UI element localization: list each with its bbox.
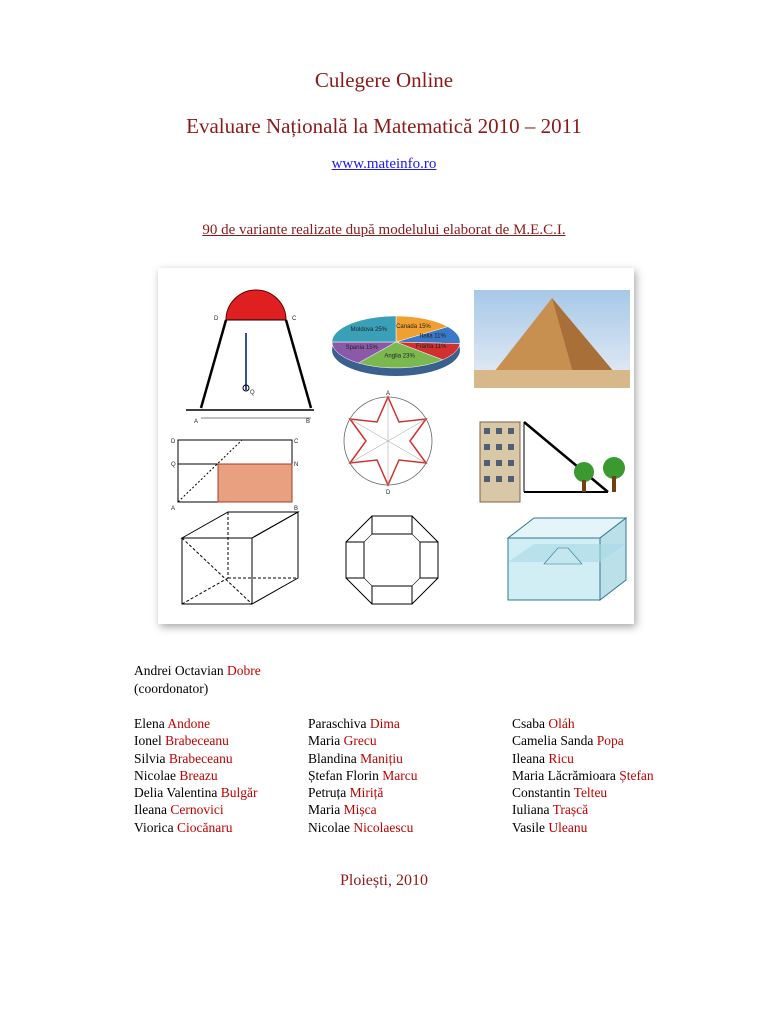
author-first-name: Camelia Sanda: [512, 733, 597, 749]
author-last-name: Marcu: [382, 767, 418, 783]
author-last-name: Dima: [369, 716, 400, 731]
author-row: [308, 767, 417, 784]
subtitle: 90 de variante realizate după modelului elaborat de M.E.C.I.: [202, 222, 566, 238]
author-first-name: Constantin: [512, 785, 574, 801]
svg-text:B: B: [306, 419, 311, 425]
svg-text:D: D: [214, 316, 219, 322]
author-first-name: Delia Valentina: [134, 785, 221, 801]
author-last-name: Bulgăr: [220, 785, 258, 801]
author-first-name: Csaba: [512, 716, 549, 731]
author-first-name: Petruța: [308, 785, 350, 801]
author-row: [308, 801, 417, 818]
svg-text:A: A: [386, 391, 391, 397]
author-row: [512, 767, 654, 784]
coordinator-role: (coordonator): [134, 681, 209, 696]
coordinator-name: [134, 663, 261, 679]
author-last-name: Uleanu: [548, 819, 588, 835]
author-last-name: Trașcă: [552, 802, 589, 818]
author-last-name: Ștefan: [619, 767, 654, 783]
author-first-name: Silvia: [134, 750, 169, 766]
author-last-name: Cernovici: [170, 802, 224, 818]
author-row: [512, 715, 654, 732]
author-first-name: Nicolae: [134, 767, 180, 783]
author-last-name: Mișca: [343, 802, 377, 818]
author-row: [512, 750, 654, 767]
svg-text:C: C: [292, 316, 297, 322]
pie-slice-label: Spania 15%: [345, 345, 378, 352]
author-row: [308, 732, 417, 749]
author-last-name: Breazu: [179, 767, 218, 783]
svg-text:B: B: [294, 506, 299, 512]
author-row: [308, 819, 417, 836]
author-row: [308, 715, 417, 732]
pyramid-photo: [474, 290, 630, 388]
cube-figure: [172, 508, 302, 608]
pie-slice-label: Anglia 23%: [384, 353, 415, 360]
author-first-name: Ileana: [134, 802, 171, 818]
author-row: [512, 784, 654, 801]
author-row: [134, 767, 257, 784]
svg-text:Q: Q: [250, 390, 255, 396]
authors-column-3: [512, 715, 654, 836]
pie-slice-label: Italia 11%: [419, 333, 446, 340]
author-last-name: Oláh: [548, 716, 575, 731]
author-first-name: Paraschiva: [308, 716, 370, 731]
author-first-name: Ileana: [512, 750, 549, 766]
authors-column-2: [308, 715, 417, 836]
author-row: [134, 732, 257, 749]
author-row: [512, 819, 654, 836]
svg-text:D: D: [171, 439, 176, 445]
svg-text:Q: Q: [171, 462, 176, 468]
author-last-name: Andone: [167, 716, 211, 731]
pie-slice-label: Moldova 25%: [350, 326, 388, 333]
author-last-name: Brabeceanu: [168, 750, 233, 766]
author-last-name: Ciocănaru: [177, 819, 233, 835]
author-first-name: Elena: [134, 716, 168, 731]
rectangle-shaded-figure: [170, 434, 300, 512]
author-row: [308, 750, 417, 767]
place-date: Ploiești, 2010: [339, 872, 428, 889]
coordinator-first-name: Andrei Octavian: [134, 663, 224, 678]
svg-text:N: N: [294, 462, 299, 468]
author-first-name: Viorica: [134, 819, 178, 835]
author-first-name: Maria: [308, 733, 344, 749]
coordinator-last-name: Dobre: [226, 663, 261, 678]
author-last-name: Manițiu: [360, 750, 403, 766]
star-circle-figure: [336, 386, 440, 496]
author-last-name: Miriță: [349, 785, 384, 801]
authors-column-1: [134, 715, 257, 836]
author-first-name: Maria Lăcrămioara: [512, 767, 620, 783]
author-row: [512, 801, 654, 818]
svg-text:C: C: [294, 439, 299, 445]
author-first-name: Vasile: [512, 819, 549, 835]
trapezoid-semicircle-figure: [166, 278, 316, 426]
building-trees-figure: [474, 414, 630, 504]
author-first-name: Iuliana: [512, 802, 553, 818]
author-first-name: Blandina: [308, 750, 361, 766]
author-last-name: Telteu: [573, 785, 608, 801]
aquarium-figure: [504, 514, 630, 606]
author-row: [134, 819, 257, 836]
author-row: [308, 784, 417, 801]
website-link[interactable]: www.mateinfo.ro: [331, 156, 437, 172]
pie-slice-label: Franta 11%: [415, 344, 447, 351]
pie-slice-label: Canada 15%: [396, 324, 431, 331]
svg-text:A: A: [171, 506, 176, 512]
svg-text:D: D: [386, 490, 391, 496]
author-last-name: Brabeceanu: [165, 733, 229, 749]
author-last-name: Grecu: [343, 733, 377, 749]
svg-text:A: A: [194, 419, 199, 425]
author-first-name: Nicolae: [308, 819, 354, 835]
author-row: [134, 750, 257, 767]
author-last-name: Popa: [596, 733, 624, 749]
octagon-figure: [342, 512, 442, 608]
author-last-name: Ricu: [548, 750, 574, 766]
author-row: [134, 715, 257, 732]
author-row: [512, 732, 654, 749]
author-last-name: Nicolaescu: [353, 819, 414, 835]
author-first-name: Ionel: [134, 733, 166, 749]
exam-title: Evaluare Națională la Matematică 2010 – 2011: [186, 114, 582, 138]
author-row: [134, 784, 257, 801]
cover-collage: [158, 268, 634, 624]
author-row: [134, 801, 257, 818]
author-first-name: Maria: [308, 802, 344, 818]
main-title: Culegere Online: [314, 68, 454, 92]
pie-chart-figure: [326, 298, 466, 388]
author-first-name: Ștefan Florin: [308, 767, 383, 783]
